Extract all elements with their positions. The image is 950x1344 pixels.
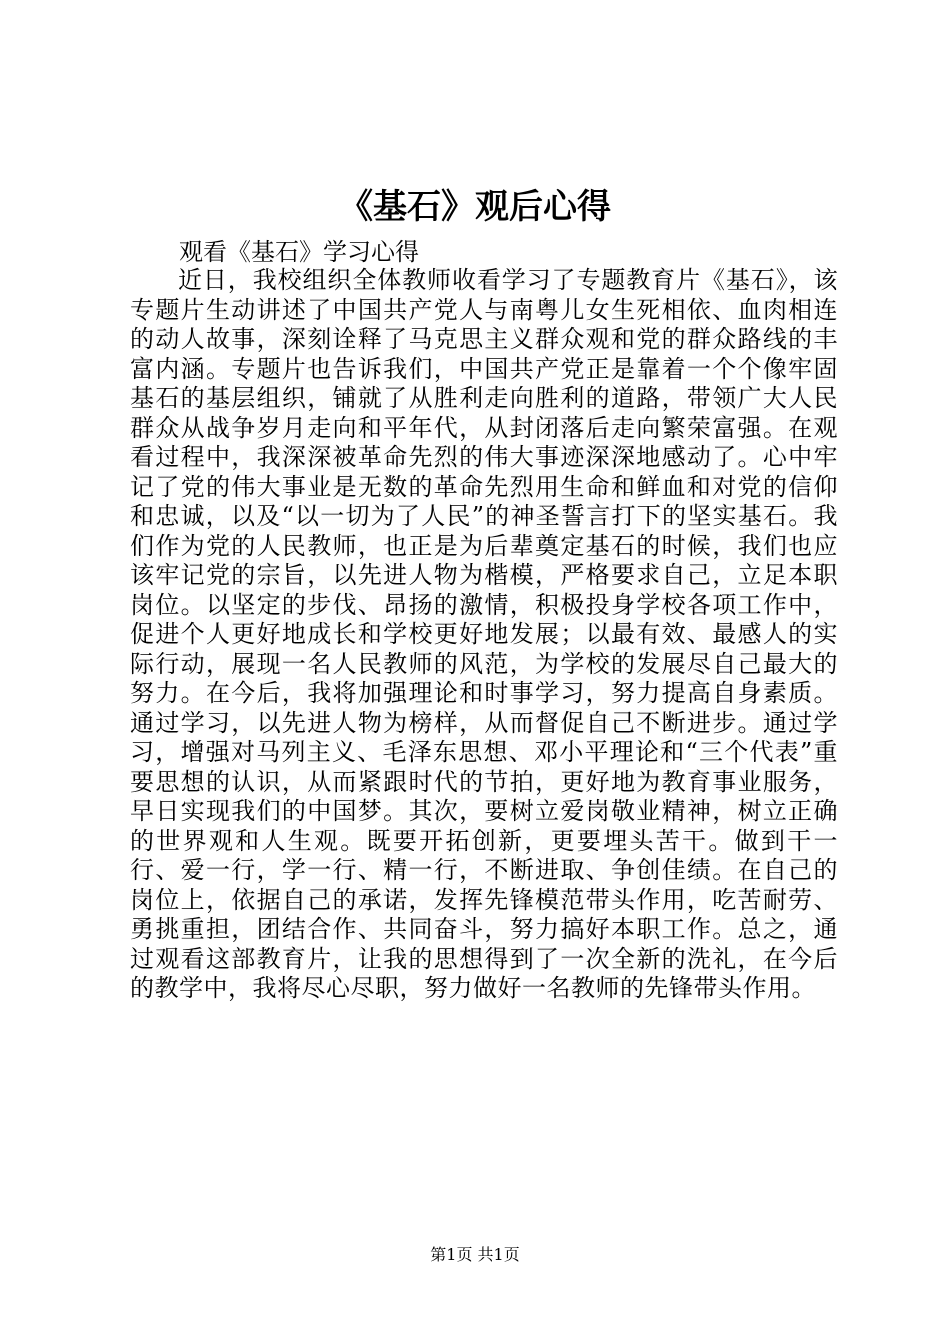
page-footer: 第1页 共1页: [430, 1245, 520, 1264]
document-subtitle: 观看《基石》学习心得: [179, 238, 419, 266]
document-body: 近日，我校组织全体教师收看学习了专题教育片《基石》，该专题片生动讲述了中国共产党人与南粤儿女生死相依、血肉相连的动人故事，深刻诠释了马克思主义群众观和党的群众路线的丰富内涵。专题片也告诉我们，中国共产党正是靠着一个个像牢固基石的基层组织，铺就了从胜利走向胜利的道路，带领广大人民群众从战争岁月走向和平年代，从封闭落后走向繁荣富强。在观看过程中，我深深被革命先烈的伟大事迹深深地感动了。心中牢记了党的伟大事业是无数的革命先烈用生命和鲜血和对党的信仰和忠诚，以及“以一切为了人民”的神圣誓言打下的坚实基石。我们作为党的人民教师，也正是为后辈奠定基石的时候，我们也应该牢记党的宗旨，以先进人物为楷模，严格要求自己，立足本职岗位。以坚定的步伐、昂扬的激情，积极投身学校各项工作中，促进个人更好地成长和学校更好地发展；以最有效、最感人的实际行动，展现一名人民教师的风范，为学校的发展尽自己最大的努力。在今后，我将加强理论和时事学习，努力提高自身素质。通过学习，以先进人物为榜样，从而督促自己不断进步。通过学习，增强对马列主义、毛泽东思想、邓小平理论和“三个代表”重要思想的认识，从而紧跟时代的节拍，更好地为教育事业服务，早日实现我们的中国梦。其次，要树立爱岗敬业精神，树立正确的世界观和人生观。既要开拓创新，更要埋头苦干。做到干一行、爱一行，学一行、精一行，不断进取、争创佳绩。在自己的岗位上，依据自己的承诺，发挥先锋模范带头作用，吃苦耐劳、勇挑重担，团结合作、共同奋斗，努力搞好本职工作。总之，通过观看这部教育片，让我的思想得到了一次全新的洗礼，在今后的教学中，我将尽心尽职，努力做好一名教师的先锋带头作用。: [130, 266, 838, 1002]
document-title: 《基石》观后心得: [339, 187, 611, 227]
